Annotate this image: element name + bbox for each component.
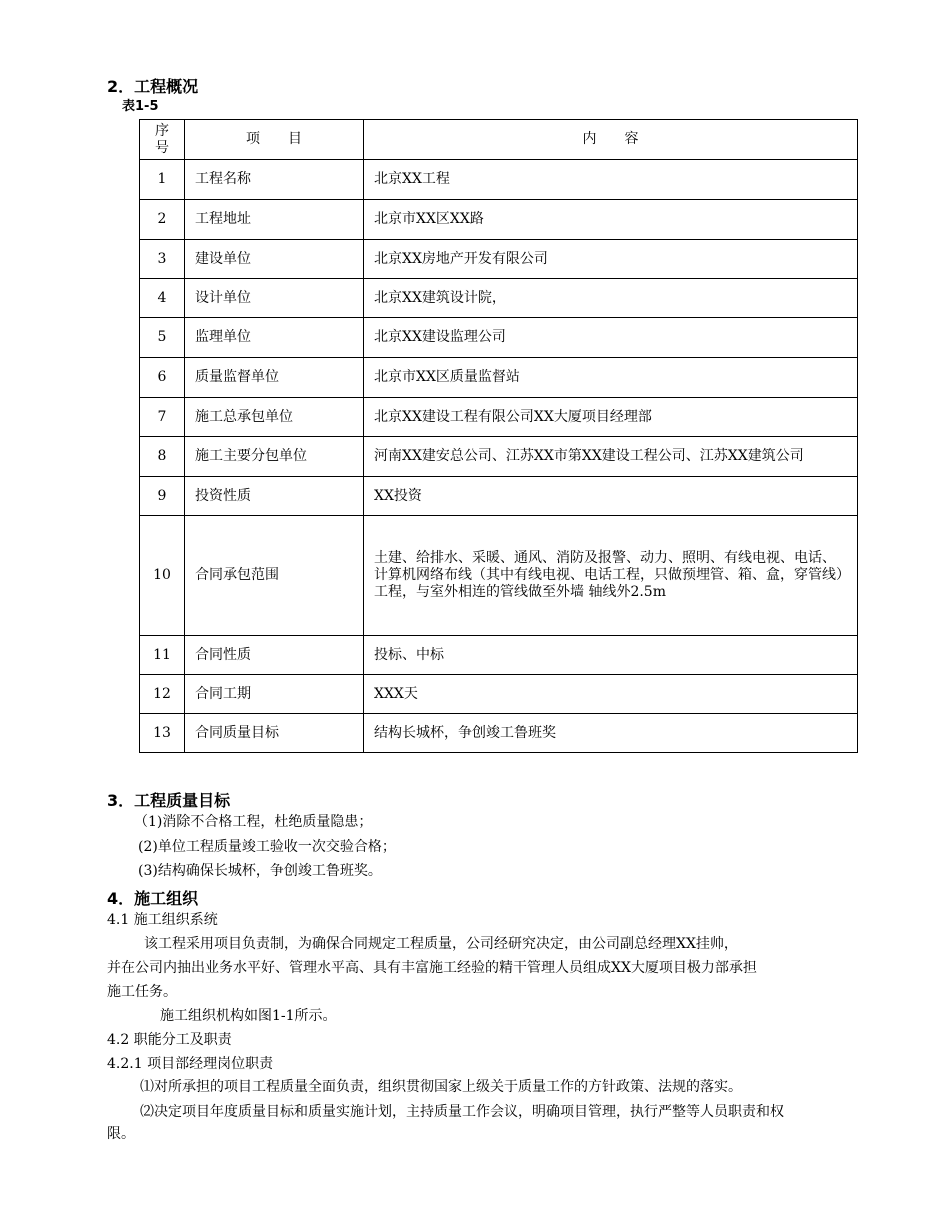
- row-no: 8: [140, 437, 185, 477]
- table-row: [140, 200, 858, 240]
- row-content: 北京市XX区质量监督站: [364, 358, 858, 398]
- header-content: 内 容: [364, 120, 858, 160]
- header-item: 项 目: [185, 120, 364, 160]
- subsection-4-1: 4.1 施工组织系统: [107, 912, 218, 928]
- row-item: 工程地址: [185, 200, 364, 240]
- row-content: 北京市XX区XX路: [364, 200, 858, 240]
- quality-goal-item: (2)单位工程质量竣工验收一次交验合格；: [138, 839, 396, 855]
- row-content: 土建、给排水、采暖、通风、消防及报警、动力、照明、有线电视、电话、计算机网络布线（其中有线电视、电话工程，只做预埋管、箱、盒，穿管线）工程，与室外相连的管线做至外墙 轴线外2.5m: [364, 516, 858, 636]
- row-no: 1: [140, 160, 185, 200]
- row-content: 河南XX建安总公司、江苏XX市第XX建设工程公司、江苏XX建筑公司: [364, 437, 858, 477]
- row-no: 12: [140, 675, 185, 714]
- row-item: 施工总承包单位: [185, 398, 364, 437]
- table-row: [140, 398, 858, 437]
- row-content: 北京XX建筑设计院，: [364, 279, 858, 318]
- row-content: XX投资: [364, 477, 858, 516]
- org-paragraph-line: 并在公司内抽出业务水平好、管理水平高、具有丰富施工经验的精干管理人员组成XX大厦项目极力部承担: [107, 960, 757, 976]
- row-no: 9: [140, 477, 185, 516]
- section-2-heading: 2．工程概况: [107, 77, 199, 96]
- table-row: [140, 636, 858, 675]
- quality-goal-item: (3)结构确保长城杯，争创竣工鲁班奖。: [138, 863, 382, 879]
- table-row: [140, 358, 858, 398]
- row-item: 质量监督单位: [185, 358, 364, 398]
- table-row: [140, 318, 858, 358]
- table-header-row: [140, 120, 858, 160]
- row-item: 建设单位: [185, 240, 364, 279]
- subsection-4-2: 4.2 职能分工及职责: [107, 1032, 232, 1048]
- row-item: 合同承包范围: [185, 516, 364, 636]
- row-no: 6: [140, 358, 185, 398]
- row-content: 投标、中标: [364, 636, 858, 675]
- row-content: 结构长城杯，争创竣工鲁班奖: [364, 714, 858, 753]
- row-no: 10: [140, 516, 185, 636]
- row-content: 北京XX房地产开发有限公司: [364, 240, 858, 279]
- row-content: 北京XX工程: [364, 160, 858, 200]
- section-3-heading: 3．工程质量目标: [107, 791, 231, 810]
- row-item: 投资性质: [185, 477, 364, 516]
- table-row: [140, 714, 858, 753]
- project-overview-table: [139, 119, 858, 753]
- row-content: 北京XX建设工程有限公司XX大厦项目经理部: [364, 398, 858, 437]
- row-no: 5: [140, 318, 185, 358]
- org-paragraph-line: 施工任务。: [107, 984, 177, 1000]
- table-row: [140, 160, 858, 200]
- table-row: [140, 240, 858, 279]
- table-row: [140, 437, 858, 477]
- row-item: 监理单位: [185, 318, 364, 358]
- header-no: 序号: [140, 120, 185, 160]
- row-item: 合同质量目标: [185, 714, 364, 753]
- row-no: 4: [140, 279, 185, 318]
- quality-goal-item: （1)消除不合格工程，杜绝质量隐患；: [134, 814, 373, 830]
- org-chart-reference: 施工组织机构如图1-1所示。: [160, 1008, 337, 1024]
- table-caption: 表1-5: [122, 99, 159, 114]
- row-no: 7: [140, 398, 185, 437]
- org-paragraph-line: 该工程采用项目负责制，为确保合同规定工程质量，公司经研究决定，由公司副总经理XX挂帅，: [144, 936, 738, 952]
- row-item: 施工主要分包单位: [185, 437, 364, 477]
- manager-duty-2-line: ⑵决定项目年度质量目标和质量实施计划，主持质量工作会议，明确项目管理，执行严整等人员职责和权: [140, 1104, 784, 1120]
- table-row: [140, 279, 858, 318]
- row-content: XXX天: [364, 675, 858, 714]
- table-row: [140, 477, 858, 516]
- section-4-heading: 4．施工组织: [107, 889, 199, 908]
- table-row: [140, 675, 858, 714]
- row-no: 11: [140, 636, 185, 675]
- row-no: 2: [140, 200, 185, 240]
- manager-duty-1: ⑴对所承担的项目工程质量全面负责，组织贯彻国家上级关于质量工作的方针政策、法规的落实。: [140, 1079, 742, 1095]
- row-item: 工程名称: [185, 160, 364, 200]
- row-no: 3: [140, 240, 185, 279]
- row-no: 13: [140, 714, 185, 753]
- manager-duty-2-line: 限。: [107, 1126, 135, 1142]
- row-content: 北京XX建设监理公司: [364, 318, 858, 358]
- row-item: 合同性质: [185, 636, 364, 675]
- subsection-4-2-1: 4.2.1 项目部经理岗位职责: [107, 1056, 274, 1072]
- table-row: [140, 516, 858, 636]
- row-item: 合同工期: [185, 675, 364, 714]
- row-item: 设计单位: [185, 279, 364, 318]
